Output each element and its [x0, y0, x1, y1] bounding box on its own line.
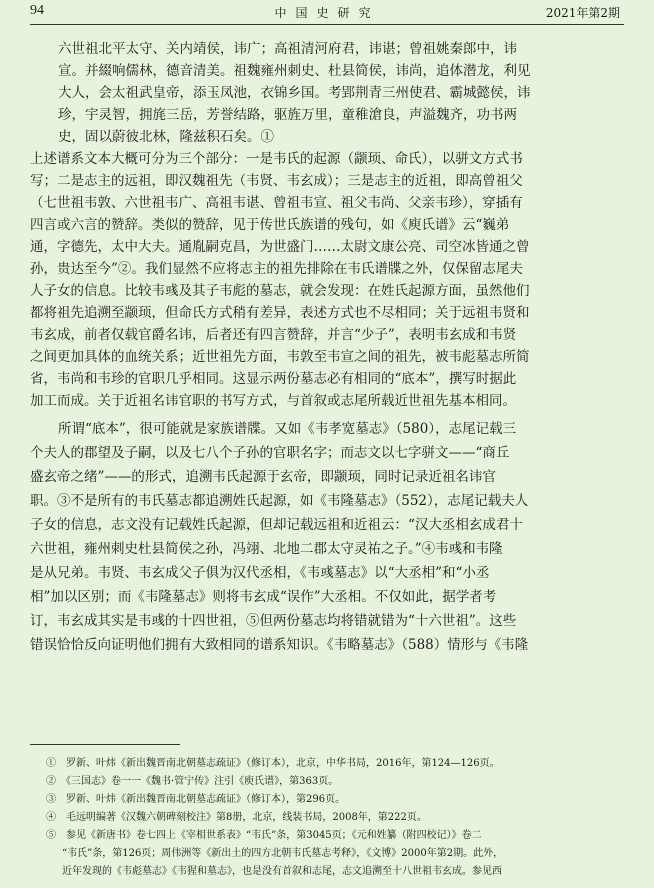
body-line: 是从兄弟。韦贤、韦玄成父子俱为汉代丞相，《韦彧墓志》以“大丞相”和“小丞	[30, 565, 490, 581]
body-line: 所谓“底本”，很可能就是家族谱牒。又如《韦孝宽墓志》（580），志尾记载三	[58, 421, 517, 437]
body-line: 四言或六言的赞辞。类似的赞辞，见于传世氏族谱的残句，如《庾氏谱》云“巍弟	[30, 217, 510, 233]
footnote-continuation: 近年发现的《韦彪墓志》《韦猩和墓志》，也是没有首叙和志尾，志文追溯至十八世祖韦玄成。参见西	[62, 866, 502, 877]
quote-line: 六世祖北平太守、关内靖侯，讳广；高祖清河府君，讳谌；曾祖姚秦郎中，讳	[58, 41, 517, 57]
quote-line: 珍，宇灵智，拥旄三岳，芳誉结路，驱旌万里，童稚滄良，声溢魏齐，功书两	[58, 107, 517, 123]
body-line: 订，韦玄成其实是韦彧的十四世祖，⑤但两份墓志均将错就错为“十六世祖”。这些	[30, 613, 517, 629]
body-line: 通，字德先，太中大夫。通胤嗣克昌，为世盛门……太尉文康公亮、司空冰皆通之曾	[30, 239, 530, 255]
quote-line: 大人，会太祖武皇帝，添玉凤池，衣锦乡国。考郢荆青三州使君、霸城懿侯，讳	[58, 85, 531, 101]
body-line: 韦玄成，前者仅载官爵名讳，后者还有四言赞辞，并言“少子”，表明韦玄成和韦贤	[30, 327, 517, 343]
body-line: 个夫人的郡望及子嗣，以及七八个子孙的官职名字；而志文以七字骈文——“商丘	[30, 445, 510, 461]
body-line: 省，韦尚和韦珍的官职几乎相同。这显示两份墓志必有相同的“底本”，撰写时据此	[30, 371, 517, 387]
quote-line: 史，固以蔚彼北林，隆兹积石矣。①	[58, 129, 274, 145]
footnote: ③ 罗新、叶炜《新出魏晋南北朝墓志疏证》（修订本），第296页。	[46, 794, 346, 805]
issue-label: 2021年第2期	[545, 6, 620, 20]
footnote: ① 罗新、叶炜《新出魏晋南北朝墓志疏证》（修订本），北京，中华书局，2016年，第124—126页。	[46, 758, 500, 769]
body-line: 人子女的信息。比较韦彧及其子韦彪的墓志，就会发现：在姓氏起源方面，虽然他们	[30, 283, 530, 299]
body-line: 都将祖先追溯至颛顼，但命氏方式稍有差异，表述方式也不尽相同；关于远祖韦贤和	[30, 305, 530, 321]
body-line: 上述谱系文本大概可分为三个部分：一是韦氏的起源（颛顼、命氏），以骈文方式书	[30, 151, 523, 167]
footnote: ⑤ 参见《新唐书》卷七四上《宰相世系表》“韦氏”条，第3045页；《元和姓纂（附四校记）》卷二	[46, 830, 482, 841]
header-rule	[30, 24, 624, 25]
body-line: 之间更加具体的血统关系；近世祖先方面，韦敦至韦宣之间的祖先，被韦彪墓志所简	[30, 349, 530, 365]
body-line: 子女的信息，志文没有记载姓氏起源，但却记载远祖和近祖云：“汉大丞相玄成君十	[30, 517, 523, 533]
running-header	[0, 0, 654, 26]
body-line: 职。③不是所有的韦氏墓志都追溯姓氏起源，如《韦隆墓志》（552），志尾记载夫人	[30, 493, 529, 509]
footnote: ② 《三国志》卷一一《魏书·管宁传》注引《庾氏谱》，第363页。	[46, 776, 339, 787]
footnote: ④ 毛远明编著《汉魏六朝碑刻校注》第8册，北京，线装书局，2008年，第222页。	[46, 812, 427, 823]
body-line: 加工而成。关于近祖名讳官职的书写方式，与首叙或志尾所载近世祖先基本相同。	[30, 393, 516, 409]
page-number: 94	[30, 3, 44, 18]
body-line: （七世祖韦敦、六世祖韦广、高祖韦谌、曾祖韦宣、祖父韦尚、父亲韦珍），穿插有	[30, 195, 523, 211]
body-line: 写；二是志主的远祖，即汉魏祖先（韦贤、韦玄成）；三是志主的近祖，即高曾祖父	[30, 173, 523, 189]
footnote-separator	[30, 744, 180, 745]
journal-title: 中国史研究	[274, 6, 380, 20]
body-line: 六世祖，雍州刺史杜县简侯之孙，冯翊、北地二郡太守灵祐之子。”④韦彧和韦隆	[30, 541, 503, 557]
body-line: 孙，贵达至今”②。我们显然不应将志主的祖先排除在韦氏谱牒之外，仅保留志尾夫	[30, 261, 523, 277]
body-line: 错误恰恰反向证明他们拥有大致相同的谱系知识。《韦略墓志》（588）情形与《韦隆	[30, 637, 529, 653]
body-line: 相”加以区别；而《韦隆墓志》则将韦玄成“误作”大丞相。不仅如此，据学者考	[30, 589, 497, 605]
body-line: 盛玄帝之绪”——的形式，追溯韦氏起源于玄帝，即颛顼，同时记录近祖名讳官	[30, 469, 496, 485]
quote-line: 宣。并綴响儒林，德音清美。祖魏雍州刺史、杜县简侯，讳尚，追体潜龙，利见	[58, 63, 531, 79]
footnote-continuation: “韦氏”条，第126页；周伟洲等《新出土的四方北朝韦氏墓志考释》，《文博》2000年第2期。此外，	[62, 848, 504, 859]
